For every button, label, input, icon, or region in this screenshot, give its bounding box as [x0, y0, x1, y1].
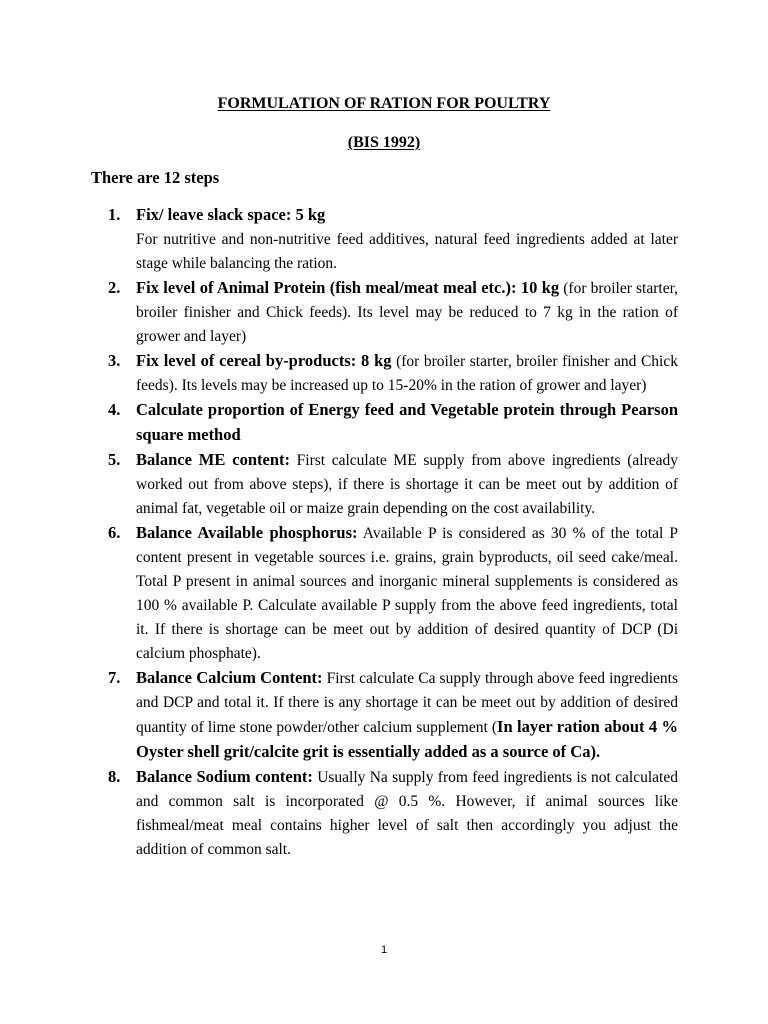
step-number: 3.	[108, 351, 121, 370]
step-item	[0, 203, 768, 276]
step-number: 8.	[108, 767, 121, 786]
step-bold-note: In layer ration about 4 % Oyster shell grit/calcite grit is essentially added as a source of Ca).	[136, 717, 679, 761]
step-number: 4.	[108, 400, 121, 419]
step-item	[0, 276, 768, 349]
step-body: (for broiler starter, broiler finisher and Chick feeds). Its level may be reduced to 7 kg in the ration of grower and layer)	[136, 280, 678, 345]
page-number: 1	[380, 944, 388, 956]
step-body: First calculate ME supply from above ingredients (already worked out from above steps), if there is shortage it can be meet out by addition of animal fat, vegetable oil or maize grain depending on the cost availability.	[136, 452, 678, 517]
step-heading: Balance Available phosphorus:	[136, 523, 358, 542]
step-heading: Fix level of cereal by-products: 8 kg	[136, 351, 392, 370]
step-heading: Balance Sodium content:	[136, 767, 313, 786]
step-number: 7.	[108, 668, 121, 687]
step-body: Available P is considered as 30 % of the total P content present in vegetable sources i.e. grains, grain byproducts, oil seed cake/meal. Total P present in animal sources and inorganic mineral supplements is considered as 100 % available P. Calculate available P supply from the above feed ingredients, total it. If there is shortage can be meet out by addition of desired quantity of DCP (Di calcium phosphate).	[136, 525, 678, 662]
step-heading: Balance ME content:	[136, 450, 291, 469]
step-body: For nutritive and non-nutritive feed additives, natural feed ingredients added at later stage while balancing the ration.	[136, 231, 678, 272]
step-heading: Balance Calcium Content:	[136, 668, 323, 687]
document-subtitle: (BIS 1992)	[347, 134, 421, 151]
step-body: (for broiler starter, broiler finisher and Chick feeds). Its levels may be increased up to 15-20% in the ration of grower and layer)	[136, 353, 678, 394]
steps-list	[0, 203, 768, 862]
document-title: FORMULATION OF RATION FOR POULTRY	[217, 95, 551, 112]
step-item	[0, 349, 768, 398]
step-item	[0, 521, 768, 666]
step-item	[0, 666, 768, 765]
step-item	[0, 765, 768, 862]
step-item	[0, 448, 768, 521]
step-heading: Fix level of Animal Protein (fish meal/meat meal etc.): 10 kg	[136, 278, 560, 297]
step-body: Usually Na supply from feed ingredients is not calculated and common salt is incorporated @ 0.5 %. However, if animal sources like fishmeal/meat meal contains higher level of salt then accordingly you adjust the addition of common salt.	[136, 769, 678, 858]
step-number: 6.	[108, 523, 121, 542]
step-heading: Calculate proportion of Energy feed and Vegetable protein through Pearson square method	[136, 400, 678, 444]
step-item	[0, 398, 768, 448]
step-number: 5.	[108, 450, 121, 469]
step-heading: Fix/ leave slack space: 5 kg	[136, 205, 326, 224]
intro-text: There are 12 steps	[91, 168, 220, 187]
step-number: 2.	[108, 278, 121, 297]
step-body: First calculate Ca supply through above feed ingredients and DCP and total it. If there is any shortage it can be meet out by addition of desired quantity of lime stone powder/other calcium supplement (	[136, 670, 678, 736]
step-number: 1.	[108, 205, 121, 224]
